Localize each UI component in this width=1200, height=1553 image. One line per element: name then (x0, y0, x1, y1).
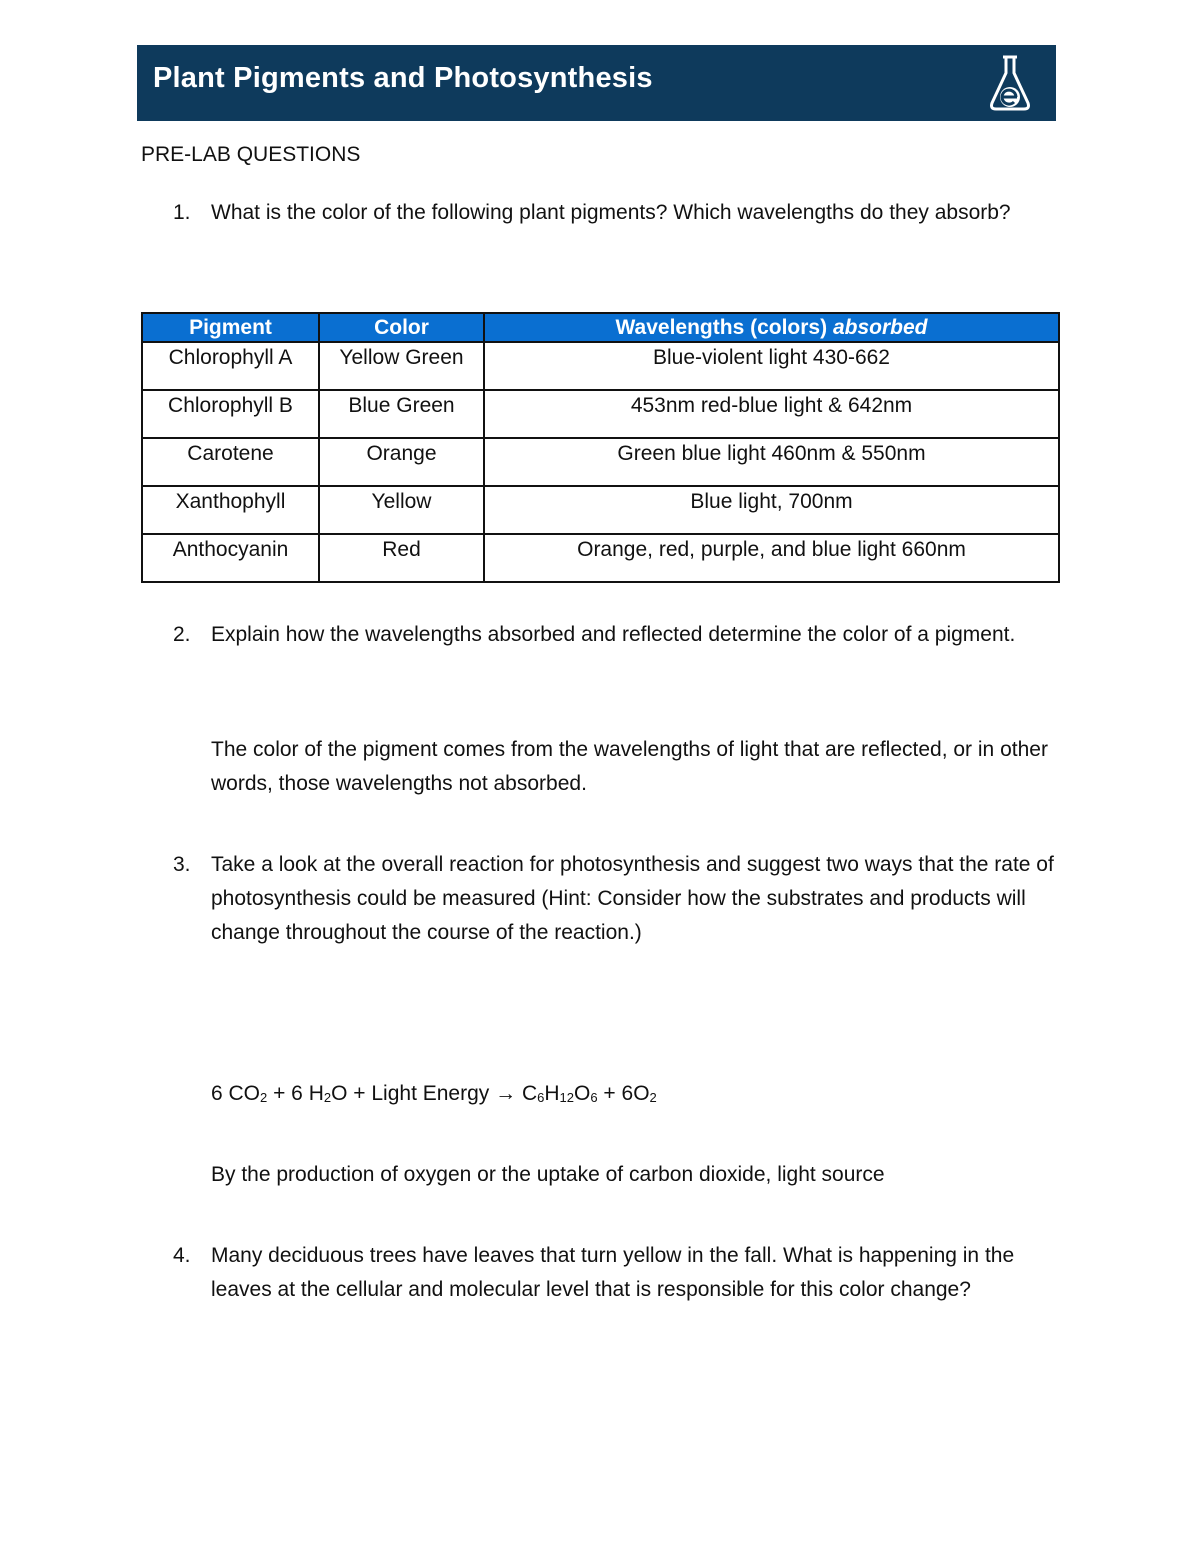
table-row (142, 390, 1059, 438)
answer-2: The color of the pigment comes from the wavelengths of light that are reflected, or in other words, those wavelengths not absorbed. (211, 738, 1048, 795)
question-3 (141, 848, 1061, 950)
answer-3: By the production of oxygen or the uptake of carbon dioxide, light source (211, 1163, 885, 1186)
header-wavelengths: Wavelengths (colors) absorbed (484, 313, 1059, 342)
cell-wavelengths: Blue-violent light 430-662 (484, 342, 1059, 390)
header-banner (137, 45, 1056, 121)
question-text: What is the color of the following plant pigments? Which wavelengths do they absorb? (211, 201, 1011, 224)
question-1 (141, 196, 1061, 230)
section-heading: PRE-LAB QUESTIONS (141, 143, 361, 166)
cell-color: Red (319, 534, 484, 582)
question-number: 1. (173, 201, 191, 224)
cell-pigment: Anthocyanin (142, 534, 319, 582)
question-4 (141, 1239, 1061, 1307)
page-title: Plant Pigments and Photosynthesis (153, 62, 653, 94)
table-row (142, 438, 1059, 486)
cell-pigment: Xanthophyll (142, 486, 319, 534)
cell-color: Blue Green (319, 390, 484, 438)
question-number: 3. (173, 853, 191, 876)
question-text: Take a look at the overall reaction for photosynthesis and suggest two ways that the rate of photosynthesis could be measured (Hint: Consider how the substrates and products will change throughout the course of the reaction.) (211, 853, 1054, 944)
table-header-row (142, 313, 1059, 342)
flask-logo-icon (986, 53, 1034, 113)
header-color: Color (319, 313, 484, 342)
pigment-table (141, 312, 1060, 583)
question-text: Explain how the wavelengths absorbed and reflected determine the color of a pigment. (211, 623, 1016, 646)
table-row (142, 534, 1059, 582)
table-row (142, 486, 1059, 534)
question-number: 2. (173, 623, 191, 646)
question-2 (141, 618, 1061, 652)
cell-wavelengths: Orange, red, purple, and blue light 660nm (484, 534, 1059, 582)
cell-wavelengths: Green blue light 460nm & 550nm (484, 438, 1059, 486)
cell-wavelengths: 453nm red-blue light & 642nm (484, 390, 1059, 438)
question-number: 4. (173, 1244, 191, 1267)
cell-pigment: Chlorophyll B (142, 390, 319, 438)
photosynthesis-equation: 6 $CO_2 + 6$ $H_2O$ + Light Energy → $C_6H_{12}O_6 + 6O_2$ (211, 1082, 657, 1105)
cell-color: Orange (319, 438, 484, 486)
cell-color: Yellow Green (319, 342, 484, 390)
header-pigment: Pigment (142, 313, 319, 342)
question-text: Many deciduous trees have leaves that turn yellow in the fall. What is happening in the leaves at the cellular and molecular level that is responsible for this color change? (211, 1244, 1015, 1301)
cell-wavelengths: Blue light, 700nm (484, 486, 1059, 534)
cell-pigment: Chlorophyll A (142, 342, 319, 390)
cell-pigment: Carotene (142, 438, 319, 486)
cell-color: Yellow (319, 486, 484, 534)
table-row (142, 342, 1059, 390)
header-absorbed: absorbed (832, 316, 928, 339)
